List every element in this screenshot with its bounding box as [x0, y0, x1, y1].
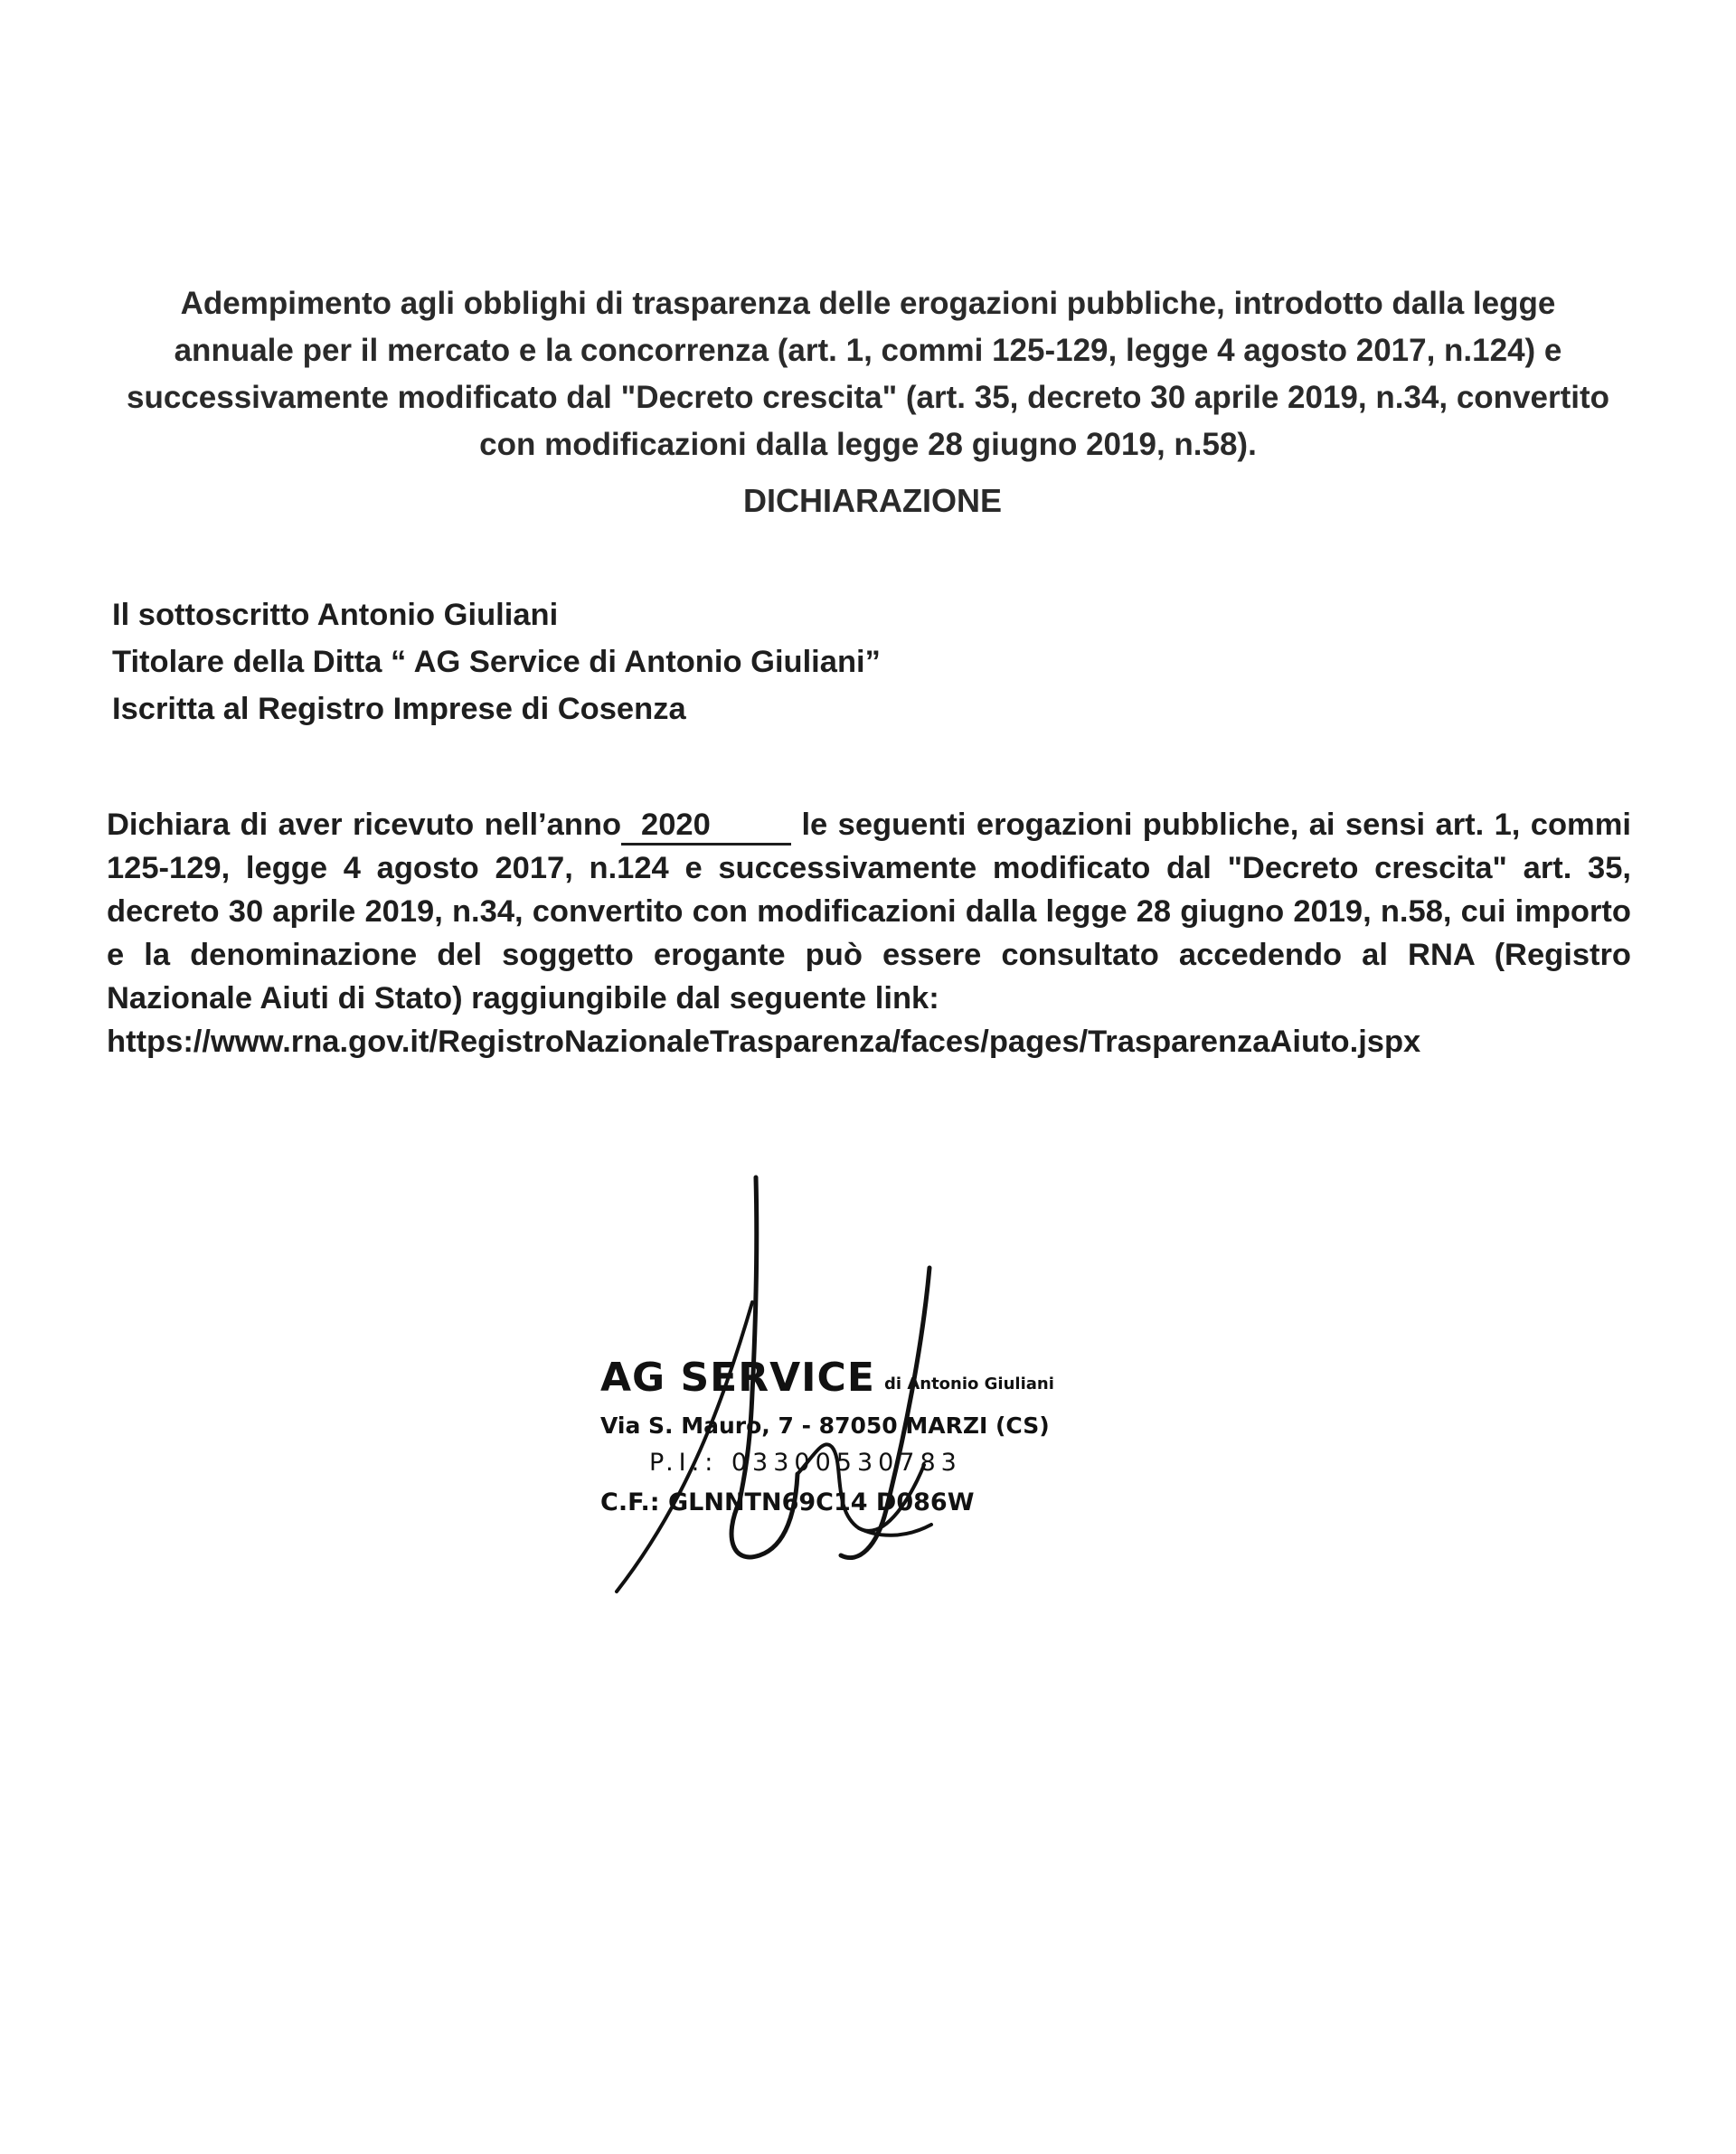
intro-paragraph: Adempimento agli obblighi di trasparenza delle erogazioni pubbliche, introdotto dalla legge annuale per il mercato e la concorrenza (art. 1, commi 125-129, legge 4 agosto 2017, n.124) e successivamente modificato dal "Decreto crescita" (art. 35, decreto 30 aprile 2019, n.34, convertito con modificazioni dalla legge 28 giugno 2019, n.58).	[127, 286, 1610, 462]
declaration-paragraph	[107, 803, 1631, 1063]
year-field: 2020	[621, 807, 791, 846]
handwritten-signature	[588, 1167, 1004, 1601]
declaration-title: DICHIARAZIONE	[743, 482, 1002, 519]
rna-link[interactable]: https://www.rna.gov.it/RegistroNazionaleTrasparenza/faces/pages/TrasparenzaAiuto.jspx	[107, 1025, 1421, 1059]
stamp-company-name: AG SERVICE	[600, 1355, 875, 1401]
holder-company-line: Titolare della Ditta “ AG Service di Antonio Giuliani”	[112, 645, 881, 679]
declaration-body: le seguenti erogazioni pubbliche, ai sensi art. 1, commi 125-129, legge 4 agosto 2017, n.124 e successivamente modificato dal "Decreto crescita" art. 35, decreto 30 aprile 2019, n.34, convertito con modificazioni dalla legge 28 giugno 2019, n.58, cui importo e la denominazione del soggetto erogante può essere consultato accedendo al RNA (Registro Nazionale Aiuti di Stato) raggiungibile dal seguente link:	[107, 808, 1631, 1016]
holder-name-line: Il sottoscritto Antonio Giuliani	[112, 598, 559, 632]
stamp-address: Via S. Mauro, 7 - 87050 MARZI (CS)	[600, 1412, 1050, 1439]
holder-registry-line: Iscritta al Registro Imprese di Cosenza	[112, 692, 686, 726]
stamp-cf: C.F.: GLNNTN69C14 D086W	[600, 1488, 975, 1516]
stamp-piva: P.I.: 03300530783	[649, 1449, 962, 1477]
stamp-owner: di Antonio Giuliani	[884, 1375, 1054, 1393]
declaration-prefix: Dichiara di aver ricevuto nell’anno	[107, 808, 622, 842]
holder-block	[112, 591, 1197, 732]
